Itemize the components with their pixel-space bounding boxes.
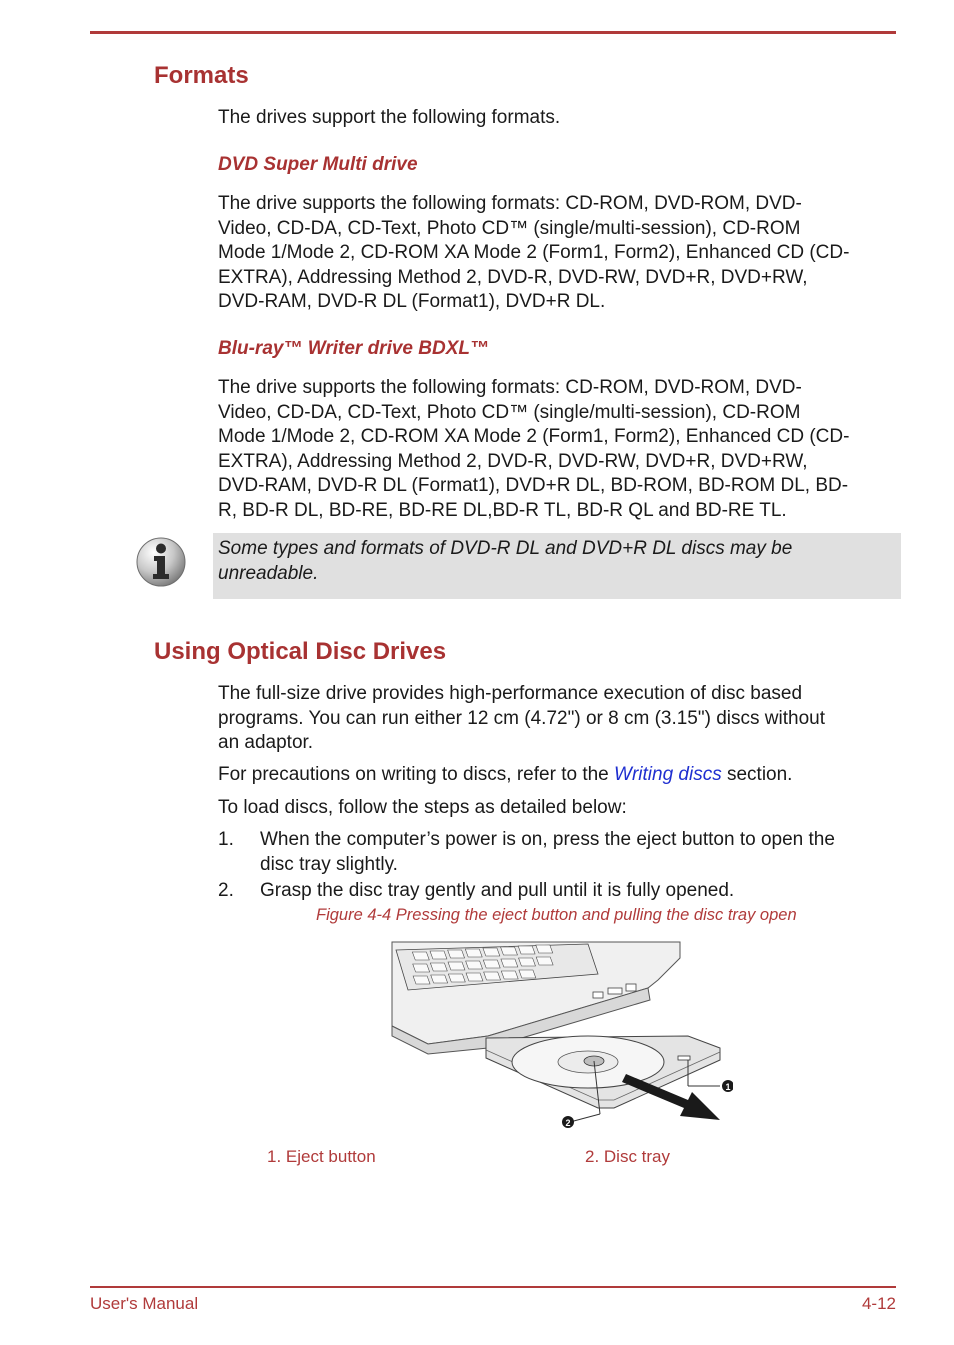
text-line: Video, CD-DA, CD-Text, Photo CD™ (single/multi-session), CD-ROM [218,401,801,423]
text-line: The drive supports the following formats: CD-ROM, DVD-ROM, DVD- [218,193,802,214]
list-number: 1. [218,829,234,850]
footer-rule [90,1286,896,1288]
info-icon [134,535,188,589]
writing-discs-link[interactable]: Writing discs [614,764,722,785]
note-text [218,537,894,586]
header-rule [90,31,896,34]
section-heading-formats: Formats [154,62,249,89]
text-line: Mode 1/Mode 2, CD-ROM XA Mode 2 (Form1, Form2), Enhanced CD (CD- [218,242,850,263]
text-line: DVD-RAM, DVD-R DL (Format1), DVD+R DL. [218,291,606,312]
list-number: 2. [218,880,234,901]
page-number: 4-12 [861,1294,896,1313]
text-line: R, BD-R DL, BD-RE, BD-RE DL,BD-R TL, BD-R QL and BD-RE TL. [218,499,787,521]
text-line: The full-size drive provides high-performance execution of disc based [218,683,803,704]
list-text: Grasp the disc tray gently and pull until it is fully opened. [260,880,735,901]
laptop-disc-tray-illustration [388,940,733,1135]
text-line: Some types and formats of DVD-R DL and DVD+R DL discs may be [218,538,793,559]
dvd-formats-paragraph [218,192,849,315]
text-line: Video, CD-DA, CD-Text, Photo CD™ (single/multi-session), CD-ROM [218,217,801,239]
text-line: unreadable. [218,562,319,584]
list-text [260,828,896,877]
text-line: When the computer’s power is on, press the eject button to open the [260,829,835,850]
load-discs-paragraph: To load discs, follow the steps as detailed below: [218,797,627,818]
bluray-formats-paragraph [218,376,849,523]
precautions-paragraph [218,763,792,788]
text-line: EXTRA), Addressing Method 2, DVD-R, DVD-RW, DVD+R, DVD+RW, [218,266,808,288]
formats-intro: The drives support the following formats. [218,107,561,128]
footer-title: User's Manual [90,1294,199,1313]
callout-2-label: 2 [565,1118,571,1128]
text-line: Mode 1/Mode 2, CD-ROM XA Mode 2 (Form1, Form2), Enhanced CD (CD- [218,426,850,447]
text-fragment: section. [721,764,793,785]
legend-eject-button: 1. Eject button [267,1147,376,1166]
text-line: an adaptor. [218,732,314,753]
subheading-dvd-super-multi: DVD Super Multi drive [218,154,418,175]
text-line: programs. You can run either 12 cm (4.72") or 8 cm (3.15") discs without [218,707,825,729]
section-heading-using-optical: Using Optical Disc Drives [154,638,447,665]
subheading-bluray-writer: Blu-ray™ Writer drive BDXL™ [218,338,489,359]
text-line: The drive supports the following formats: CD-ROM, DVD-ROM, DVD- [218,377,802,398]
text-line: DVD-RAM, DVD-R DL (Format1), DVD+R DL, BD-ROM, BD-ROM DL, BD- [218,475,849,496]
text-line: disc tray slightly. [260,853,398,875]
legend-disc-tray: 2. Disc tray [585,1147,671,1166]
figure-caption: Figure 4-4 Pressing the eject button and pulling the disc tray open [316,906,797,924]
text-line: EXTRA), Addressing Method 2, DVD-R, DVD-RW, DVD+R, DVD+RW, [218,450,808,472]
using-intro-paragraph [218,682,825,756]
text-fragment: For precautions on writing to discs, refer to the [218,764,615,785]
callout-1-label: 1 [725,1082,731,1092]
